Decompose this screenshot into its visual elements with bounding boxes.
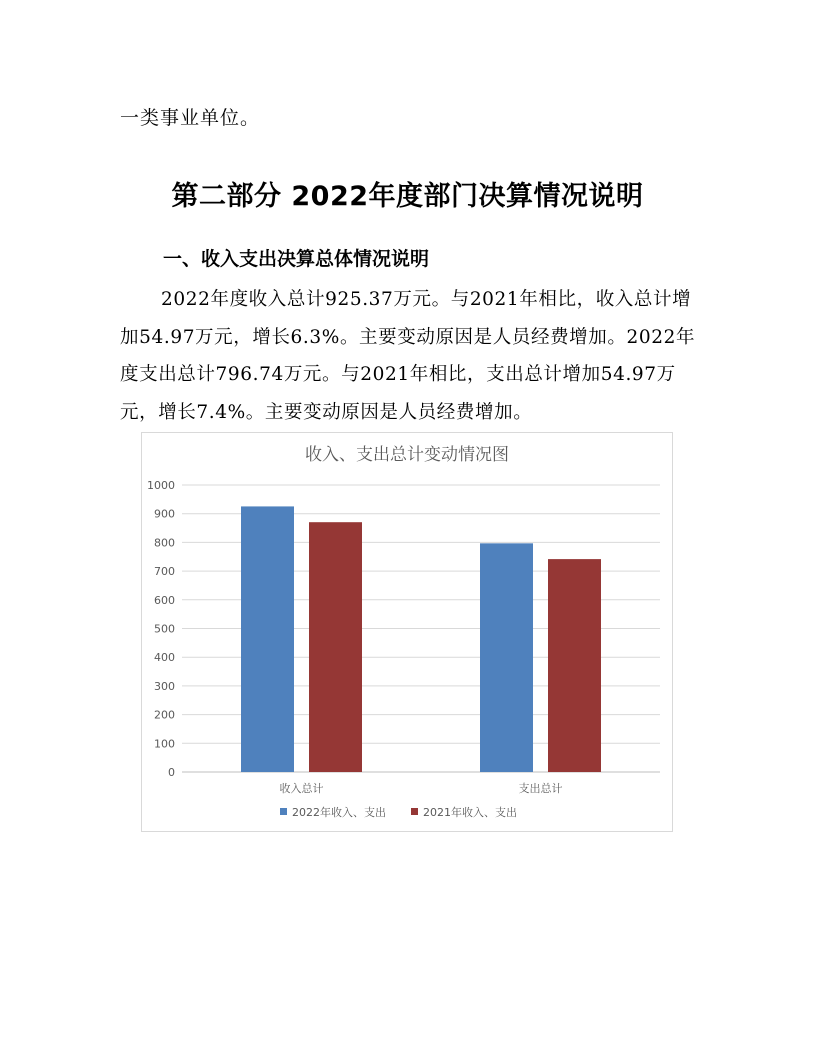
legend-label: 2021年收入、支出 — [423, 806, 517, 819]
chart-svg — [142, 433, 672, 831]
chart-title: 收入、支出总计变动情况图 — [305, 445, 509, 465]
intro-line: 一类事业单位。 — [120, 107, 261, 129]
bar — [309, 522, 362, 772]
y-tick-label: 800 — [154, 536, 175, 550]
y-tick-label: 200 — [154, 708, 175, 722]
y-tick-label: 600 — [154, 593, 175, 607]
y-tick-label: 700 — [154, 565, 175, 579]
y-tick-label: 100 — [154, 737, 175, 751]
legend-label: 2022年收入、支出 — [292, 806, 386, 819]
summary-paragraph: 2022年度收入总计925.37万元。与2021年相比，收入总计增加54.97万元，增长6.3%。主要变动原因是人员经费增加。2022年度支出总计796.74万元。与2021年相比，支出总计增加54.97万元，增长7.4%。主要变动原因是人员经费增加。 — [120, 289, 696, 423]
part-title: 第二部分 2022年度部门决算情况说明 — [171, 181, 644, 212]
section-title: 一、收入支出决算总体情况说明 — [163, 248, 430, 270]
x-tick-label: 收入总计 — [279, 782, 324, 795]
y-tick-label: 900 — [154, 507, 175, 521]
y-tick-label: 300 — [154, 679, 175, 693]
legend-swatch — [280, 808, 287, 815]
y-tick-label: 400 — [154, 651, 175, 665]
bar — [241, 506, 294, 772]
bar — [480, 543, 533, 772]
y-tick-label: 1000 — [147, 479, 175, 492]
bar — [548, 559, 601, 772]
legend-swatch — [411, 808, 418, 815]
y-tick-label: 500 — [154, 622, 175, 636]
y-tick-label: 0 — [168, 766, 175, 779]
income-expense-chart — [141, 432, 673, 832]
x-tick-label: 支出总计 — [518, 782, 563, 795]
